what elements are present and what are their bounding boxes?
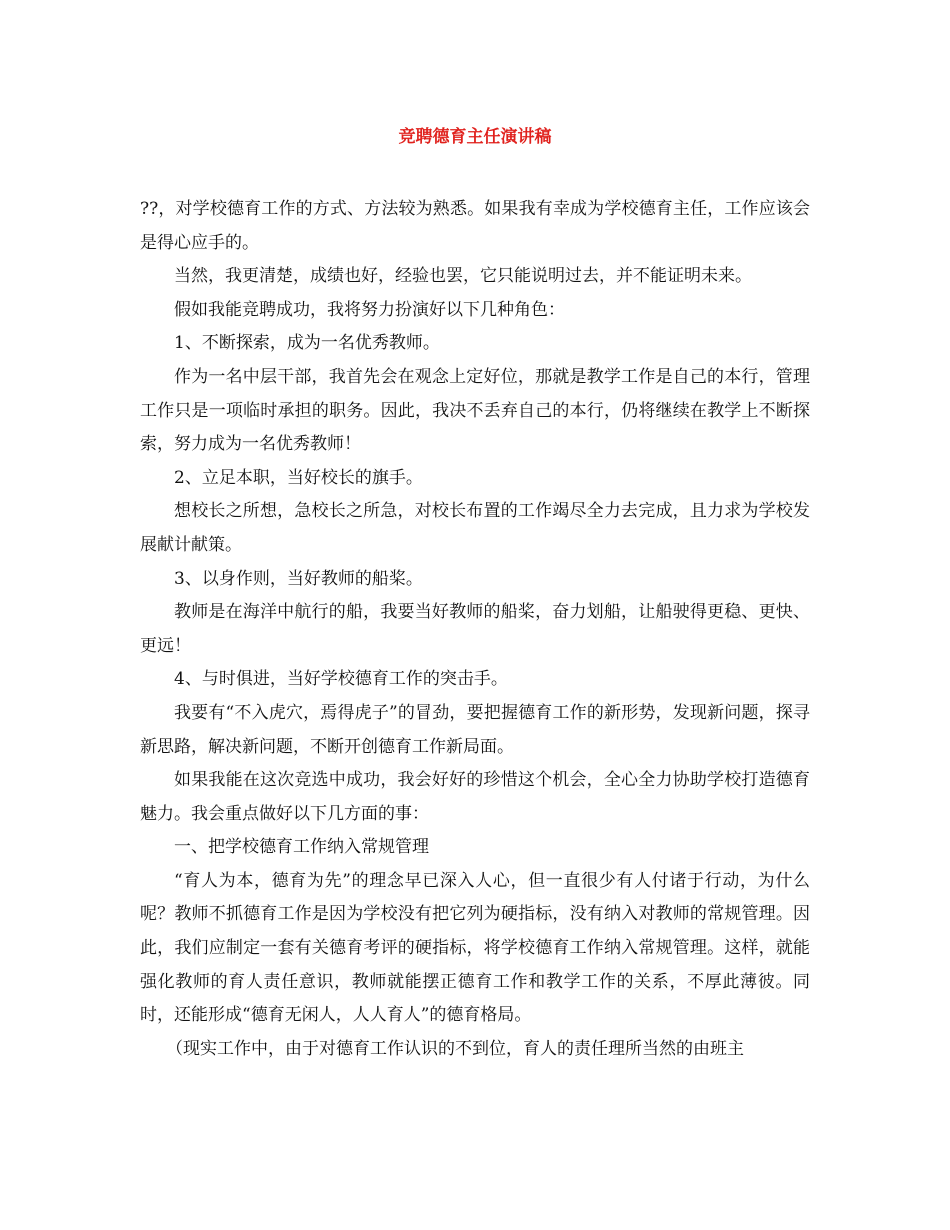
paragraph: 假如我能竞聘成功，我将努力扮演好以下几种角色： (174, 299, 565, 320)
document-body (140, 193, 810, 1066)
paragraph: 当然，我更清楚，成绩也好，经验也罢，它只能说明过去，并不能证明未来。 (174, 266, 752, 287)
paragraph: ??，对学校德育工作的方式、方法较为熟悉。如果我有幸成为学校德育主任，工作应该会是得心应手的。 (140, 199, 810, 253)
paragraph: 我要有“不入虎穴，焉得虎子”的冒劲，要把握德育工作的新形势，发现新问题，探寻新思路，解决新问题，不断开创德育工作新局面。 (140, 702, 810, 757)
document-title: 竞聘德育主任演讲稿 (398, 127, 552, 147)
section-heading: 一、把学校德育工作纳入常规管理 (174, 837, 429, 858)
paragraph: 教师是在海洋中航行的船，我要当好教师的船桨，奋力划船，让船驶得更稳、更快、更远！ (140, 602, 810, 656)
paragraph: 作为一名中层干部，我首先会在观念上定好位，那就是教学工作是自己的本行，管理工作只是一项临时承担的职务。因此，我决不丢弃自己的本行，仍将继续在教学上不断探索，努力成为一名优秀教师！ (140, 366, 810, 455)
list-heading: 3、以身作则，当好教师的船桨。 (174, 568, 423, 589)
paragraph: （现实工作中，由于对德育工作认识的不到位，育人的责任理所当然的由班主 (166, 1038, 744, 1059)
list-heading: 2、立足本职，当好校长的旗手。 (174, 467, 423, 488)
paragraph: 如果我能在这次竞选中成功，我会好好的珍惜这个机会，全心全力协助学校打造德育魅力。我会重点做好以下几方面的事： (140, 770, 810, 824)
paragraph: 想校长之所想，急校长之所急，对校长布置的工作竭尽全力去完成，且力求为学校发展献计献策。 (140, 501, 810, 555)
paragraph: “育人为本，德育为先”的理念早已深入人心，但一直很少有人付诸于行动，为什么呢？教师不抓德育工作是因为学校没有把它列为硬指标，没有纳入对教师的常规管理。因此，我们应制定一套有关德育考评的硬指标，将学校德育工作纳入常规管理。这样，就能强化教师的育人责任意识，教师就能摆正德育工作和教学工作的关系，不厚此薄彼。同时，还能形成“德育无闲人，人人育人”的德育格局。 (140, 870, 810, 1026)
list-heading: 4、与时俱进，当好学校德育工作的突击手。 (174, 669, 508, 690)
list-heading: 1、不断探索，成为一名优秀教师。 (174, 333, 440, 354)
